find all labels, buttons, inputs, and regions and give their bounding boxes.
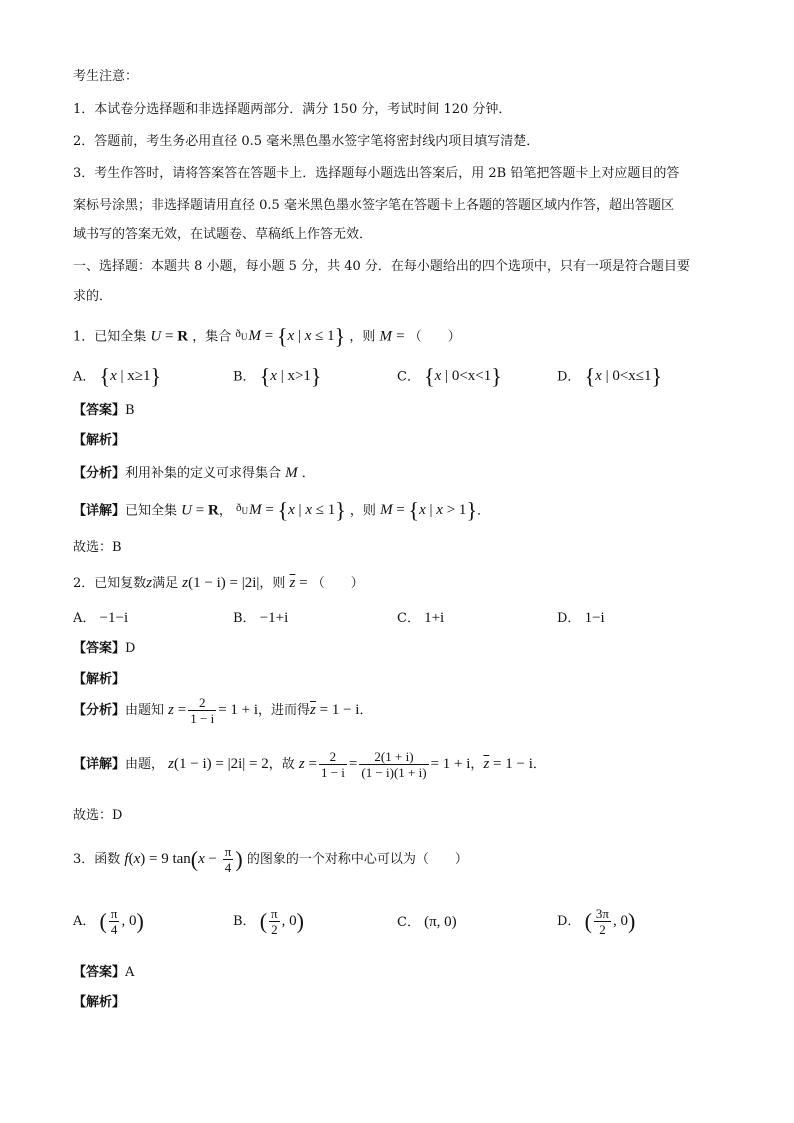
section-heading-line-1: 一、选择题：本题共 8 小题，每小题 5 分，共 40 分．在每小题给出的四个选项中，只有一项是符合题目要 [73,259,690,274]
q1-answer: 【答案】B [73,403,135,418]
q2-detail: 【详解】由题， z(1 − i) = |2i| = 2，故 z = $\frac{2}{1 - i}$ = $\frac{2(1 + i)}{(1 - i)(1 + i)}$ = 1 + i，$\overline{z} = 1 - i$． [73,749,546,780]
q3-option-a: A． ( $\frac{\pi}{4}$ , 0) [73,906,144,937]
q1-option-b: B． {x | x>1} [233,364,322,389]
q1-analysis-label: 【解析】 [73,433,126,448]
q2-answer: 【答案】D [73,641,136,656]
notice-item-3-line-2: 案标号涂黑；非选择题请用直径 0.5 毫米黑色墨水签字笔在答题卡上各题的答题区域内作答，超出答题区 [73,198,674,213]
q2-stem: 2．已知复数z满足 z(1 − i) = |2i|，则 $\overline{z}$ = （ ） [73,575,364,591]
q3-stem: 3．函数 f(x) = 9 tan(x − $\frac{\pi}{4}$ ) 的图象的一个对称中心可以为（ ） [73,844,468,875]
q1-detail: 【详解】已知全集 U = R， $^{ð_U}$M = {x | x ≤ 1} ，则 M = {x | x > 1}． [73,498,491,523]
q3-answer: 【答案】A [73,965,135,980]
q3-analysis-label: 【解析】 [73,995,126,1010]
q1-stem: 1．已知全集 U = R ，集合 $^{ð_U}$M = {x | x ≤ 1} ，则 M = （ ） [73,324,461,349]
complement-symbol: ðU [235,328,248,343]
notice-item-2: 2．答题前，考生务必用直径 0.5 毫米黑色墨水签字笔将密封线内项目填写清楚． [73,134,540,149]
q1-option-c: C． {x | 0<x<1} [397,364,502,389]
q2-choose: 故选：D [73,808,123,823]
notice-item-3-line-3: 域书写的答案无效，在试题卷、草稿纸上作答无效． [73,227,373,242]
q1-choose: 故选：B [73,540,122,555]
q2-fenxi: 【分析】由题知 z = $\frac{2}{1 - i}$ = 1 + i，进而得$\overline{z} = 1 - i$． [73,695,373,726]
q3-option-b: B． ( $\frac{\pi}{2}$ , 0) [233,906,304,937]
notice-item-3-line-1: 3．考生作答时，请将答案答在答题卡上．选择题每小题选出答案后，用 2B 铅笔把答题卡上对应题目的答 [73,166,680,181]
notice-item-1: 1．本试卷分选择题和非选择题两部分．满分 150 分，考试时间 120 分钟． [73,102,512,117]
q2-option-a: A． −1−i [73,610,129,626]
q3-option-c: C． (π, 0) [397,914,457,930]
notice-title: 考生注意： [73,69,139,84]
q2-analysis-label: 【解析】 [73,672,126,687]
q2-option-b: B． −1+i [233,610,289,626]
q2-option-c: C． 1+i [397,610,445,626]
q1-option-a: A． {x | x≥1} [73,364,162,389]
q1-option-d: D． {x | 0<x≤1} [557,364,663,389]
section-heading-line-2: 求的． [73,289,113,304]
q3-option-d: D． ( $\frac{3\pi}{2}$ , 0) [557,906,636,937]
q1-fenxi: 【分析】利用补集的定义可求得集合 M ． [73,465,315,481]
q2-option-d: D． 1−i [557,610,605,626]
